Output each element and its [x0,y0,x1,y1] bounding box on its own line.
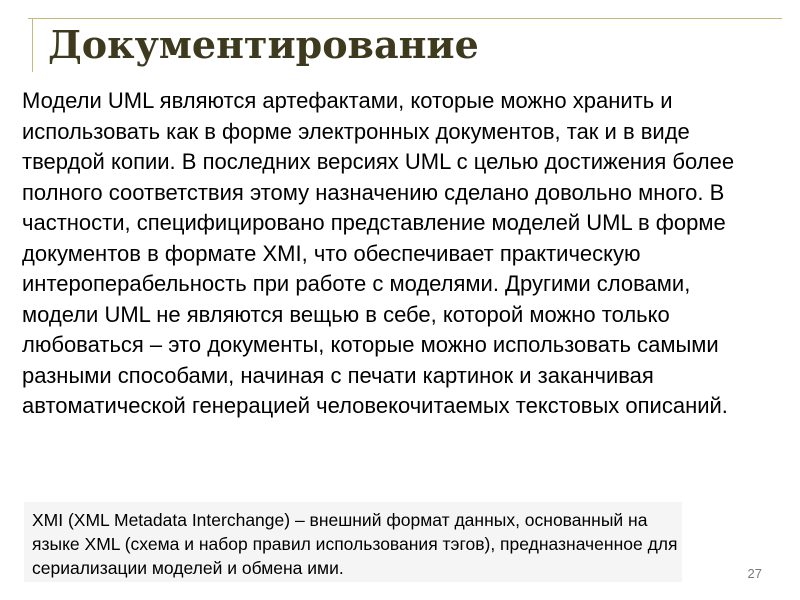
xmi-footnote: XMI (XML Metadata Interchange) – внешний формат данных, основанный на языке XML (схема и набор правил использования тэгов), предназначенное для сериализации моделей и обмена ими. [24,502,682,582]
slide-title: Документирование [48,22,479,67]
body-paragraph: Модели UML являются артефактами, которые можно хранить и использовать как в форме электронных документов, так и в виде твердой копии. В последних версиях UML с целью достижения более полного соответствия этому назначению сделано довольно много. В частности, специфицировано представление моделей UML в форме документов в формате XMI, что обеспечивает практическую интероперабельность при работе с моделями. Другими словами, модели UML не являются вещью в себе, которой можно только любоваться – это документы, которые можно использовать самыми разными способами, начиная с печати картинок и заканчивая автоматической генерацией человекочитаемых текстовых описаний. [22,88,735,418]
page-number: 27 [747,566,762,581]
title-rule-horizontal [28,18,782,19]
title-rule-vertical [32,18,33,72]
